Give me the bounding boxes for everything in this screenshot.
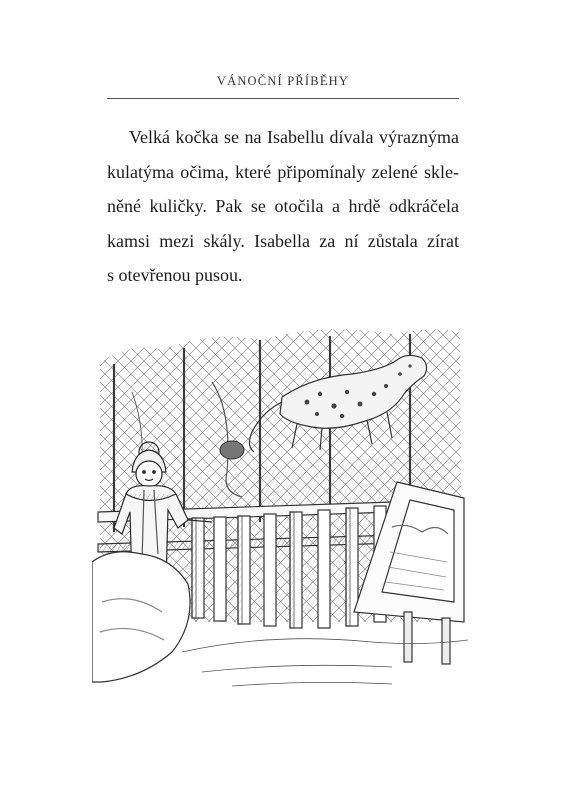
running-header: VÁNOČNÍ PŘÍBĚHY (216, 74, 350, 88)
text-line: něné kuličky. Pak se otočila a hrdě odkráčela (107, 196, 459, 216)
body-paragraph (107, 120, 459, 293)
zoo-illustration (92, 322, 468, 698)
text-line: kulatýma očima, které připomínaly zelené skle- (107, 161, 459, 182)
text-line: Velká kočka se na Isabellu dívala výraznýma (129, 127, 459, 147)
shadow-figure (220, 441, 244, 459)
text-line: s otevřenou pusou. (107, 265, 243, 285)
text-line: kamsi mezi skály. Isabella za ní zůstala zírat (107, 230, 459, 251)
ground (182, 639, 468, 686)
foreground-rock (92, 552, 190, 682)
header-rule (107, 98, 459, 99)
